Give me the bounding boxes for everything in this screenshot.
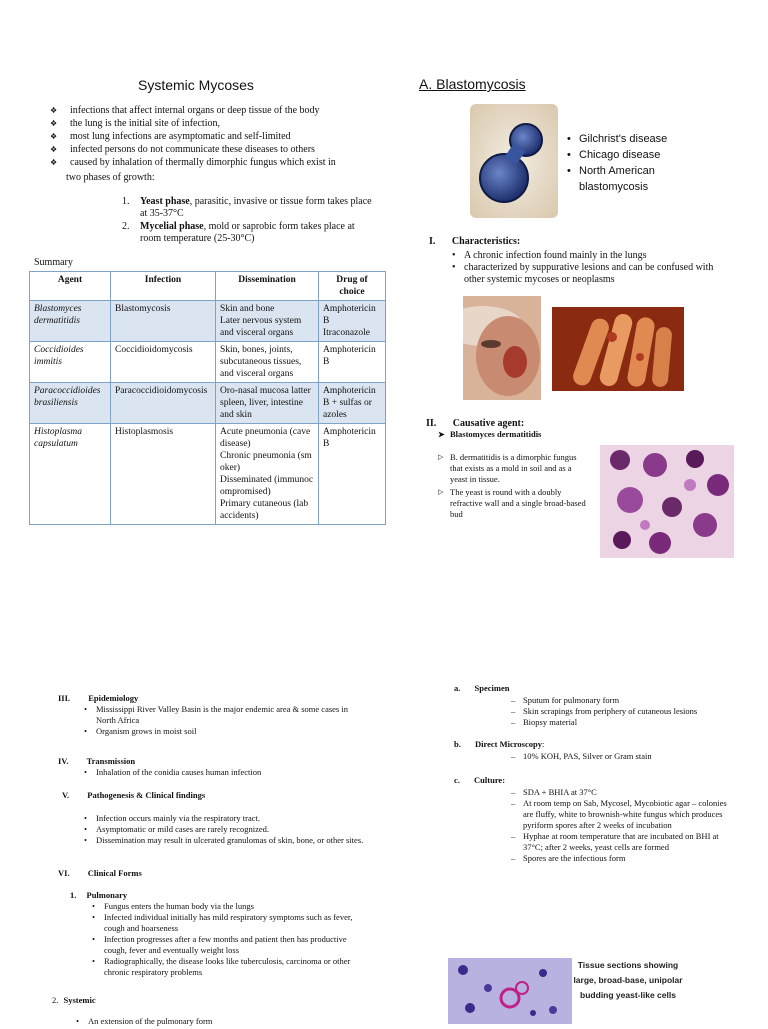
tissue-stain-photo (600, 445, 734, 558)
hand-lesion-image (552, 307, 684, 391)
list-item: • An extension of the pulmonary form (76, 1016, 356, 1027)
section-heading (58, 868, 142, 879)
phase-name: Yeast phase (140, 196, 190, 207)
list-item: • Dissemination may result in ulcerated granulomas of skin, bone, or other sites. (84, 835, 364, 846)
list-item: • Radiographically, the disease looks like tuberculosis, carcinoma or other chronic respiratory problems (92, 956, 367, 978)
yeast-micrograph (470, 104, 558, 218)
tissue-section-photo (448, 958, 572, 1024)
list-item: • Asymptomatic or mild cases are rarely recognized. (84, 824, 364, 835)
list-item: ❖ infected persons do not communicate these diseases to others (48, 143, 378, 156)
microscopy-list (511, 751, 741, 762)
header-infection: Infection (111, 272, 216, 301)
list-item: • Gilchrist's disease (567, 131, 707, 147)
intro-bullets (48, 104, 378, 169)
aka-list (567, 131, 707, 195)
header-agent: Agent (30, 272, 111, 301)
list-item: • Mississippi River Valley Basin is the major endemic area & some cases in North Africa (84, 704, 364, 726)
transmission-list (84, 767, 364, 778)
list-item: ▷ The yeast is round with a doubly refractive wall and a single broad-based bud (438, 487, 586, 520)
cell-dissemination: Oro-nasal mucosa latter spleen, liver, intestine and skin (216, 383, 319, 424)
section-heading-text: Pathogenesis & Clinical findings (87, 790, 206, 800)
list-item: ❖ the lung is the initial site of infection, (48, 117, 378, 130)
list-item: • North American blastomycosis (567, 163, 707, 195)
specimen-list (511, 695, 741, 728)
list-item: – Skin scrapings from periphery of cutaneous lesions (511, 706, 741, 717)
section-heading (429, 236, 520, 248)
list-item: • characterized by suppurative lesions and can be confused with other systemic mycoses or neoplasms (452, 262, 732, 286)
list-item: ❖ caused by inhalation of thermally dimorphic fungus which exist in (48, 156, 378, 169)
subsection-heading-text: Direct Microscopy (474, 739, 542, 749)
cell-dissemination: Skin and bone Later nervous system and visceral organs (216, 301, 319, 342)
list-item: • Inhalation of the conidia causes human infection (84, 767, 364, 778)
list-item: – SDA + BHIA at 37°C (511, 787, 733, 798)
summary-label: Summary (34, 257, 73, 268)
cell-infection: Histoplasmosis (111, 424, 216, 525)
section-heading (58, 756, 135, 767)
cell-dissemination: Acute pneumonia (cave disease) Chronic pneumonia (smoker) Disseminated (immunocompromised) Primary cutaneous (lab accidents) (216, 424, 319, 525)
face-lesion-image (463, 296, 541, 400)
epidemiology-list (84, 704, 364, 737)
tissue-stain-image (600, 445, 734, 558)
list-item: – Hyphae at room temperature that are incubated on BHI at 37°C; after 2 weeks, yeast cells are formed (511, 831, 733, 853)
systemic-list (76, 1016, 356, 1027)
list-item: – 10% KOH, PAS, Silver or Gram stain (511, 751, 741, 762)
subsection-heading-text: Culture (474, 775, 503, 785)
bullet-continuation: two phases of growth: (66, 172, 155, 183)
section-heading (62, 790, 205, 801)
cell-infection: Paracoccidioidomycosis (111, 383, 216, 424)
cell-drug: Amphotericin B (319, 342, 386, 383)
table-row (30, 383, 386, 424)
culture-list (511, 787, 733, 864)
hand-lesion-photo (552, 307, 684, 391)
section-heading-text: Clinical Forms (87, 868, 142, 878)
cell-infection: Blastomycosis (111, 301, 216, 342)
image-caption: Tissue sections showing large, broad-base, unipolar budding yeast-like cells (572, 958, 684, 1024)
list-item: • Infection occurs mainly via the respiratory tract. (84, 813, 364, 824)
page-title: Systemic Mycoses (138, 77, 254, 93)
face-lesion-photo (463, 296, 541, 400)
pulmonary-list (92, 901, 367, 978)
cell-agent: Histoplasma capsulatum (30, 424, 111, 525)
subsection-heading-text: Specimen (474, 683, 510, 693)
section-heading (58, 693, 138, 704)
list-item: ➤ Blastomyces dermatitidis (438, 429, 541, 440)
list-item: • Organism grows in moist soil (84, 726, 364, 737)
cell-drug: Amphotericin B (319, 424, 386, 525)
section-number: III. (58, 693, 71, 703)
summary-table (29, 271, 386, 525)
budding-yeast-image (470, 104, 558, 218)
subsection-letter: b. (454, 739, 461, 749)
subsection-heading-text: Pulmonary (86, 890, 128, 900)
list-item: ❖ infections that affect internal organs or deep tissue of the body (48, 104, 378, 117)
section-heading-text: Epidemiology (88, 693, 139, 703)
list-item: • Fungus enters the human body via the lungs (92, 901, 367, 912)
cell-dissemination: Skin, bones, joints, subcutaneous tissues, and visceral organs (216, 342, 319, 383)
table-row (30, 424, 386, 525)
cell-agent: Coccidioides immitis (30, 342, 111, 383)
subsection-number: 1. (70, 890, 77, 900)
cell-agent: Paracoccidioides brasiliensis (30, 383, 111, 424)
section-heading-text: Transmission (86, 756, 136, 766)
list-item: ❖ most lung infections are asymptomatic and self-limited (48, 130, 378, 143)
list-item: ▷ B. dermatitidis is a dimorphic fungus that exists as a mold in soil and as a yeast in tissue. (438, 452, 586, 485)
cell-drug: Amphotericin B Itraconazole (319, 301, 386, 342)
list-item: – Spores are the infectious form (511, 853, 733, 864)
section-number: I. (429, 236, 436, 247)
subsection-letter: a. (454, 683, 461, 693)
list-item: • Infected individual initially has mild respiratory symptoms such as fever, cough and hoarseness (92, 912, 367, 934)
section-title: A. Blastomycosis (419, 76, 526, 92)
subsection-heading-text: Systemic (63, 995, 96, 1005)
list-item: – Biopsy material (511, 717, 741, 728)
subsection-heading (454, 683, 509, 694)
cell-drug: Amphotericin B + sulfas or azoles (319, 383, 386, 424)
subsection-heading (70, 890, 127, 901)
tissue-section-image (448, 958, 572, 1024)
subsection-heading (52, 995, 96, 1006)
table-row (30, 342, 386, 383)
phase-name: Mycelial phase (140, 221, 204, 232)
header-drug: Drug of choice (319, 272, 386, 301)
section-number: V. (62, 790, 70, 800)
section-number: IV. (58, 756, 69, 766)
phase-item (122, 196, 372, 220)
subsection-number: 2. (52, 995, 59, 1005)
list-item: – At room temp on Sab, Mycosel, Mycobiotic agar – colonies are fluffy, white to brownish-white fungus which produces pyriform spores after 2 weeks of incubation (511, 798, 733, 831)
phase-item (122, 221, 372, 245)
list-item: • A chronic infection found mainly in the lungs (452, 250, 732, 262)
cell-agent: Blastomyces dermatitidis (30, 301, 111, 342)
subsection-letter: c. (454, 775, 460, 785)
pathogenesis-list (84, 813, 364, 846)
subsection-heading: b. Direct Microscopy: (454, 739, 545, 749)
subsection-heading: c. Culture: (454, 775, 506, 785)
phase-number: 1. (122, 196, 130, 207)
agent-detail-list (438, 452, 586, 520)
section-heading-text: Causative agent: (452, 418, 525, 429)
list-item: – Sputum for pulmonary form (511, 695, 741, 706)
list-item: • Infection progresses after a few months and patient then has productive cough, fever and eventually weight loss (92, 934, 367, 956)
section-heading-text: Characteristics: (451, 236, 521, 247)
section-number: II. (426, 418, 437, 429)
phase-desc: , mold or saprobic form takes place at room temperature (25-30°C) (140, 221, 355, 244)
phase-number: 2. (122, 221, 130, 232)
cell-infection: Coccidioidomycosis (111, 342, 216, 383)
agent-name-list (438, 429, 541, 440)
header-dissemination: Dissemination (216, 272, 319, 301)
list-item: • Chicago disease (567, 147, 707, 163)
table-row (30, 301, 386, 342)
phase-desc: , parasitic, invasive or tissue form takes place at 35-37°C (140, 196, 372, 219)
section-number: VI. (58, 868, 70, 878)
characteristics-list (452, 250, 732, 286)
